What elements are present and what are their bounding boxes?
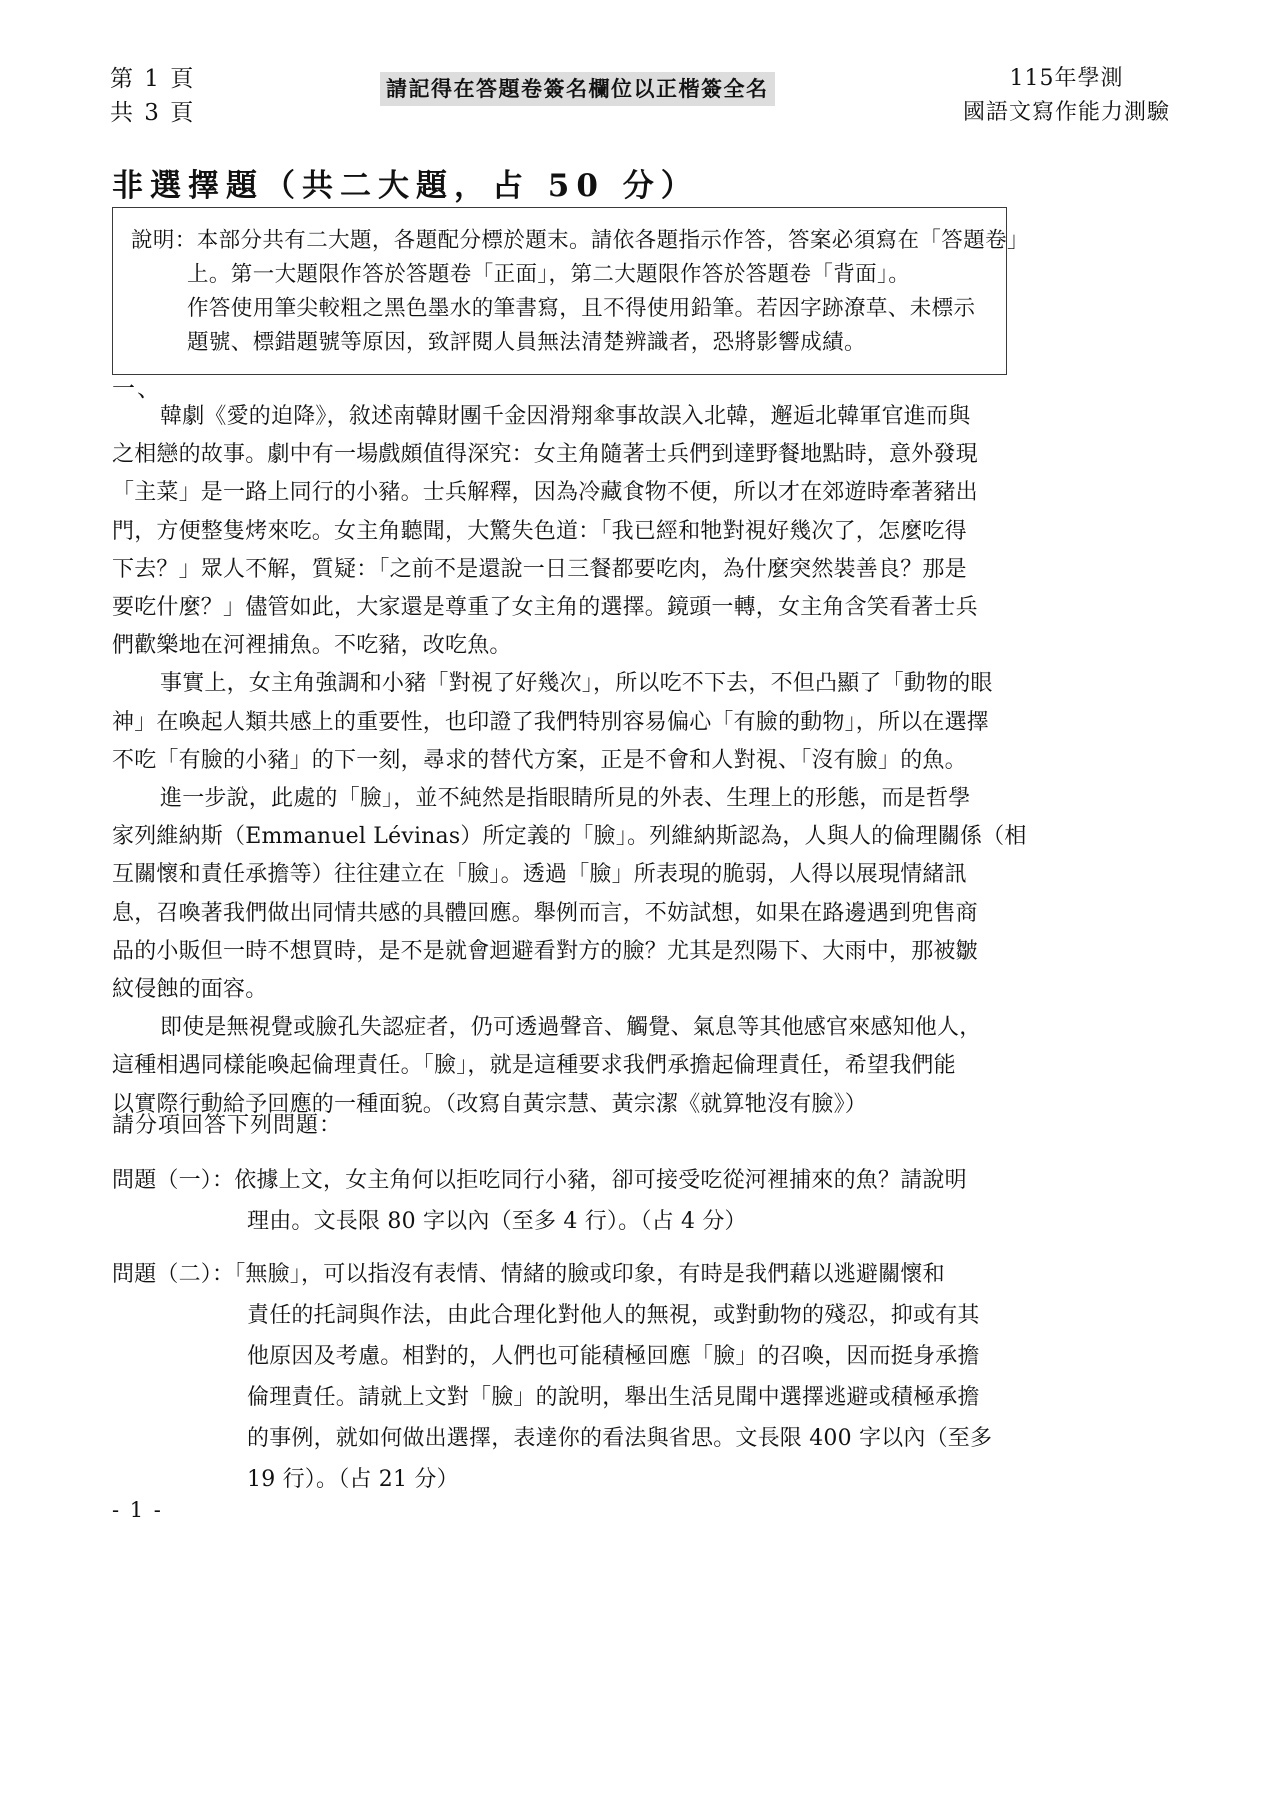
- question-line: 問題（二）：「無臉」，可以指沒有表情、情緒的臉或印象，有時是我們藉以逃避關懷和: [112, 1262, 945, 1287]
- passage-paragraph-1: [112, 398, 1007, 665]
- section-marker-one: 一、: [112, 376, 162, 402]
- question-line: 理由。文長限 80 字以內（至多 4 行）。（占 4 分）: [247, 1209, 747, 1234]
- passage-paragraph-3: [112, 780, 1027, 1009]
- passage-line: 紋侵蝕的面容。: [112, 977, 268, 1003]
- instructions-box: [112, 207, 1029, 375]
- passage-line: 下去？」眾人不解，質疑：「之前不是還說一日三餐都要吃肉，為什麼突然裝善良？那是: [112, 556, 967, 582]
- page-total: 共 3 頁: [110, 100, 196, 126]
- question-item: [112, 1254, 1012, 1500]
- passage-line: 進一步說，此處的「臉」，並不純然是指眼睛所見的外表、生理上的形態，而是哲學: [160, 786, 971, 812]
- instruction-line-3: 作答使用筆尖較粗之黑色墨水的筆書寫，且不得使用鉛筆。若因字跡潦草、未標示: [187, 296, 976, 321]
- signature-notice: 請記得在答題卷簽名欄位以正楷簽全名: [380, 72, 775, 106]
- page-header: [110, 62, 1170, 142]
- passage-line: 之相戀的故事。劇中有一場戲頗值得深究：女主角隨著士兵們到達野餐地點時，意外發現: [112, 442, 978, 468]
- passage-line: 不吃「有臉的小豬」的下一刻，尋求的替代方案，正是不會和人對視、「沒有臉」的魚。: [112, 747, 967, 773]
- passage-line: 這種相遇同樣能喚起倫理責任。「臉」，就是這種要求我們承擔起倫理責任，希望我們能: [112, 1053, 956, 1079]
- page-number-block: [110, 62, 195, 130]
- instruction-line-2: 上。第一大題限作答於答題卷「正面」，第二大題限作答於答題卷「背面」。: [187, 262, 911, 287]
- page-title: 非選擇題（共二大題，占 50 分）: [112, 168, 699, 204]
- instruction-line-1: 說明：本部分共有二大題，各題配分標於題末。請依各題指示作答，答案必須寫在「答題卷」: [131, 228, 1029, 253]
- question-line: 的事例，就如何做出選擇，表達你的看法與省思。文長限 400 字以內（至多: [247, 1426, 993, 1451]
- passage-line: 互關懷和責任承擔等）往往建立在「臉」。透過「臉」所表現的脆弱，人得以展現情緒訊: [112, 862, 967, 888]
- instruction-line-4: 題號、標錯題號等原因，致評閱人員無法清楚辨識者，恐將影響成績。: [187, 330, 866, 355]
- question-line: 問題（一）：依據上文，女主角何以拒吃同行小豬，卻可接受吃從河裡捕來的魚？請說明: [112, 1168, 967, 1193]
- passage-line: 以實際行動給予回應的一種面貌。（改寫自黃宗慧、黃宗潔《就算牠沒有臉》）: [112, 1091, 868, 1117]
- page-footer-number: - 1 -: [112, 1498, 163, 1522]
- question-line: 19 行）。（占 21 分）: [247, 1467, 459, 1492]
- reading-passage: [112, 398, 1027, 1124]
- passage-line: 事實上，女主角強調和小豬「對視了好幾次」，所以吃不下去，不但凸顯了「動物的眼: [160, 671, 993, 697]
- exam-name: 國語文寫作能力測驗: [962, 100, 1170, 125]
- passage-line: 韓劇《愛的迫降》，敘述南韓財團千金因滑翔傘事故誤入北韓，邂逅北韓軍官進而與: [160, 404, 971, 429]
- question-line: 責任的托詞與作法，由此合理化對他人的無視，或對動物的殘忍，抑或有其: [247, 1303, 980, 1328]
- question-item: [112, 1160, 1012, 1242]
- prompt-lead-in: 請分項回答下列問題：: [112, 1113, 343, 1138]
- passage-line: 門，方便整隻烤來吃。女主角聽聞，大驚失色道：「我已經和牠對視好幾次了，怎麼吃得: [112, 518, 967, 544]
- passage-line: 即使是無視覺或臉孔失認症者，仍可透過聲音、觸覺、氣息等其他感官來感知他人，: [160, 1015, 982, 1041]
- exam-year: 115年學測: [1009, 66, 1124, 91]
- passage-line: 品的小販但一時不想買時，是不是就會迴避看對方的臉？尤其是烈陽下、大雨中，那被皺: [112, 938, 978, 964]
- passage-line: 們歡樂地在河裡捕魚。不吃豬，改吃魚。: [112, 633, 512, 659]
- passage-line: 家列維納斯（Emmanuel Lévinas）所定義的「臉」。列維納斯認為，人與人的倫理關係（相: [112, 824, 1027, 850]
- page-current: 第 1 頁: [110, 66, 196, 92]
- passage-paragraph-4: [112, 1009, 1007, 1124]
- questions-list: [112, 1160, 1012, 1512]
- question-line: 他原因及考慮。相對的，人們也可能積極回應「臉」的召喚，因而挺身承擔: [247, 1344, 980, 1369]
- passage-paragraph-2: [112, 665, 1007, 780]
- passage-line: 「主菜」是一路上同行的小豬。士兵解釋，因為冷藏食物不便，所以才在郊遊時牽著豬出: [112, 480, 978, 506]
- passage-line: 息，召喚著我們做出同情共感的具體回應。舉例而言，不妨試想，如果在路邊遇到兜售商: [112, 900, 978, 926]
- passage-line: 神」在喚起人類共感上的重要性，也印證了我們特別容易偏心「有臉的動物」，所以在選擇: [112, 709, 990, 735]
- exam-identification: [963, 62, 1170, 130]
- passage-line: 要吃什麼？」儘管如此，大家還是尊重了女主角的選擇。鏡頭一轉，女主角含笑看著士兵: [112, 595, 978, 621]
- question-line: 倫理責任。請就上文對「臉」的說明，舉出生活見聞中選擇逃避或積極承擔: [247, 1385, 980, 1410]
